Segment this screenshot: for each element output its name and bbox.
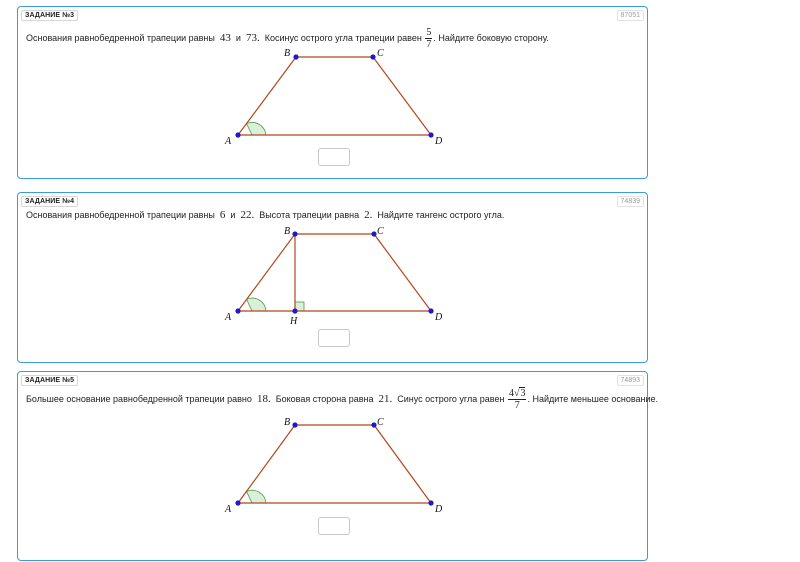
label-d: D [435,312,443,323]
vertex-a [235,132,240,137]
task-tag: ЗАДАНИЕ №3 [21,10,78,21]
trapezoid-abcd [238,57,431,135]
label-a: A [225,136,232,147]
problem-text: Большее основание равнобедренной трапеции равно 18. Боковая сторона равна 21. Синус острого угла равен $\frac{4√3}{7}$ . Найдите меньшее основание. [26,388,659,411]
label-d: D [435,136,443,147]
task-id: 87051 [617,10,644,21]
vertex-a [235,308,240,313]
label-c: C [377,417,384,428]
vertex-c [371,422,376,427]
task-card-5 [17,371,659,561]
vertex-a [235,500,240,505]
fraction: $\frac{5}{7}$ [426,27,432,50]
vertex-d [428,500,433,505]
task-tag: ЗАДАНИЕ №5 [21,375,78,386]
vertex-b [292,422,297,427]
vertex-b [293,54,298,59]
vertex-d [428,308,433,313]
fraction: $\frac{4√3}{7}$ [508,388,526,411]
angle-marker [247,490,267,503]
answer-input[interactable] [318,517,350,535]
vertex-h [292,308,297,313]
vertex-b [292,231,297,236]
vertex-c [370,54,375,59]
label-b: B [284,417,291,428]
label-d: D [435,504,443,515]
task-id: 74893 [617,375,644,386]
vertex-d [428,132,433,137]
trapezoid-abcd [238,425,431,503]
problem-text: Основания равнобедренной трапеции равны 43 и 73. Косинус острого угла трапеции равен $\frac{5}{7}$ . Найдите боковую сторону. [26,27,549,50]
vertex-c [371,231,376,236]
label-a: A [225,504,232,515]
answer-input[interactable] [318,329,350,347]
label-a: A [225,312,232,323]
label-h: H [290,316,298,327]
label-c: C [377,226,384,237]
angle-marker [247,122,267,135]
label-c: C [377,48,384,59]
answer-input[interactable] [318,148,350,166]
task-tag: ЗАДАНИЕ №4 [21,196,78,207]
problem-text: Основания равнобедренной трапеции равны 6 и 22. Высота трапеции равна 2. Найдите тангенс острого угла. [26,209,505,221]
angle-marker [247,298,267,311]
trapezoid-abcd [238,234,431,311]
label-b: B [284,48,291,59]
label-b: B [284,226,291,237]
task-id: 74839 [617,196,644,207]
task-card-3 [17,6,648,179]
task-card-4 [17,192,648,363]
